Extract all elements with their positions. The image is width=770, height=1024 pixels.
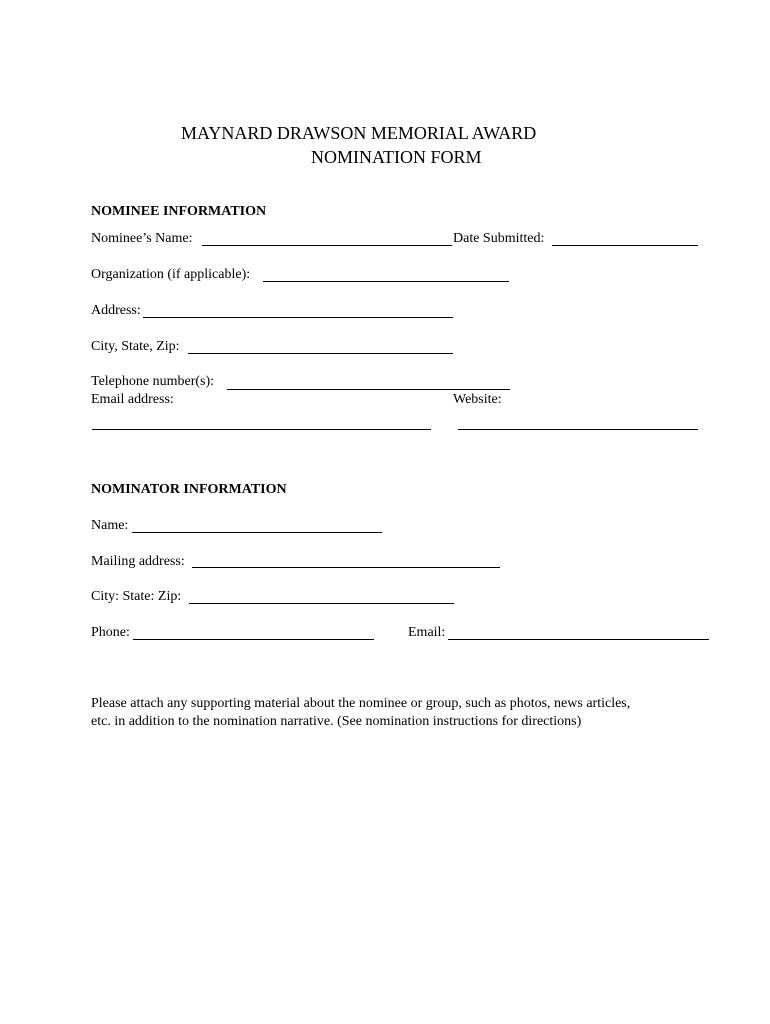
nominee-email-field[interactable]: [92, 429, 431, 430]
website-label: Website:: [453, 392, 502, 407]
telephone-field[interactable]: [227, 389, 510, 390]
nominee-name-label: Nominee’s Name:: [91, 231, 193, 246]
mailing-address-field[interactable]: [192, 567, 500, 568]
nominator-email-field[interactable]: [448, 639, 709, 640]
nominator-email-label: Email:: [408, 625, 446, 640]
nominator-phone-field[interactable]: [133, 639, 374, 640]
date-submitted-label: Date Submitted:: [453, 231, 545, 246]
nominator-city-field[interactable]: [189, 603, 454, 604]
nominee-address-field[interactable]: [143, 317, 453, 318]
attachment-note-line1: Please attach any supporting material about the nominee or group, such as photos, news articles,: [91, 696, 631, 711]
organization-label: Organization (if applicable):: [91, 267, 251, 282]
date-submitted-field[interactable]: [552, 245, 698, 246]
nominee-address-label: Address:: [91, 303, 141, 318]
mailing-address-label: Mailing address:: [91, 554, 185, 569]
telephone-label: Telephone number(s):: [91, 374, 215, 389]
form-title-line1: MAYNARD DRAWSON MEMORIAL AWARD: [181, 123, 537, 143]
nominee-name-field[interactable]: [202, 245, 452, 246]
organization-field[interactable]: [263, 281, 509, 282]
nominee-city-field[interactable]: [188, 353, 453, 354]
nominator-section-heading: NOMINATOR INFORMATION: [91, 482, 287, 497]
nominator-city-label: City: State: Zip:: [91, 589, 182, 604]
nominator-name-field[interactable]: [132, 532, 382, 533]
form-title-line2: NOMINATION FORM: [311, 147, 482, 167]
nominator-name-label: Name:: [91, 518, 129, 533]
nominator-phone-label: Phone:: [91, 625, 130, 640]
website-field[interactable]: [458, 429, 698, 430]
nominee-section-heading: NOMINEE INFORMATION: [91, 204, 267, 219]
attachment-note-line2: etc. in addition to the nomination narrative. (See nomination instructions for directions): [91, 714, 582, 729]
nominee-email-label: Email address:: [91, 392, 174, 407]
nominee-city-label: City, State, Zip:: [91, 339, 180, 354]
